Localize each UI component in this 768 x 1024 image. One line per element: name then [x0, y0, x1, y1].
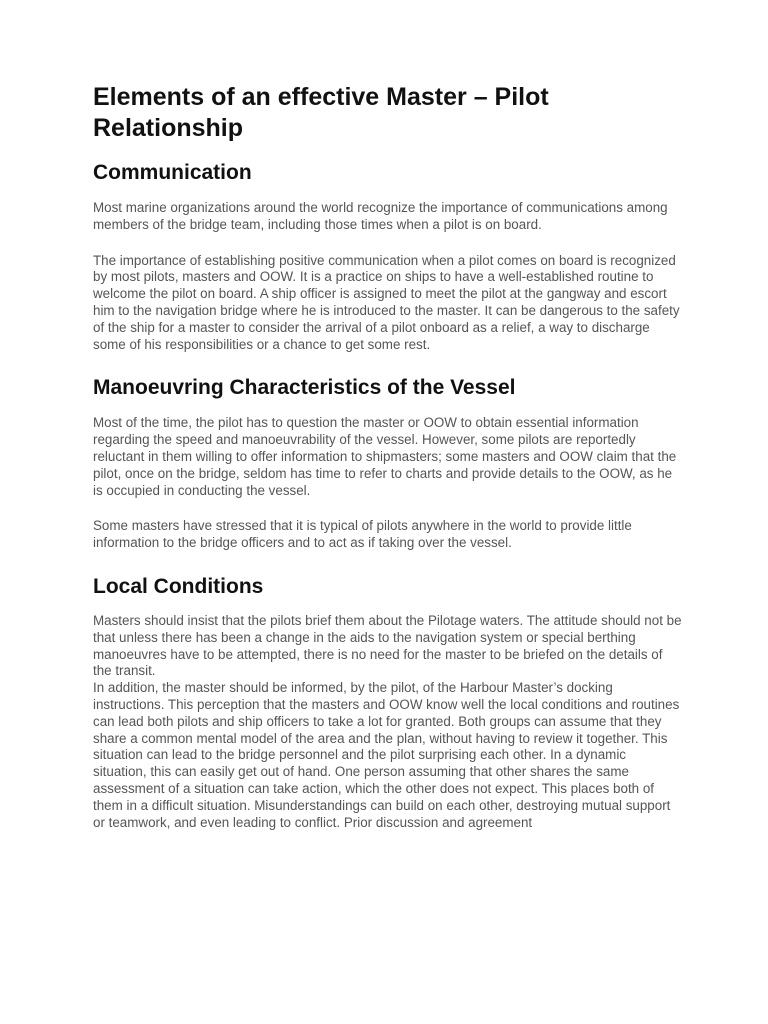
- paragraph: Masters should insist that the pilots brief them about the Pilotage waters. The attitude should not be that unless there has been a change in the aids to the navigation system or special berthing manoeuvres have to be attempted, there is no need for the master to be briefed on the details of the transit.: [93, 612, 682, 679]
- section-heading-communication: Communication: [93, 161, 252, 184]
- paragraph: Most marine organizations around the world recognize the importance of communications among members of the bridge team, including those times when a pilot is on board.: [93, 200, 668, 232]
- section-heading-local-conditions: Local Conditions: [93, 574, 264, 598]
- section-communication: [93, 160, 683, 353]
- paragraph: The importance of establishing positive communication when a pilot comes on board is recognized by most pilots, masters and OOW. It is a practice on ships to have a well-established routine to welcome the pilot on board. A ship officer is assigned to meet the pilot at the gangway and escort him to the navigation bridge where he is introduced to the master. It can be dangerous to the safety of the ship for a master to consider the arrival of a pilot onboard as a relief, a way to discharge some of his responsibilities or a chance to get some rest.: [93, 252, 680, 352]
- document-title: Elements of an effective Master – Pilot Relationship: [93, 83, 549, 142]
- paragraph: In addition, the master should be informed, by the pilot, of the Harbour Master’s docking instructions. This perception that the masters and OOW know well the local conditions and routines can lead both pilots and ship officers to take a lot for granted. Both groups can assume that they share a common mental model of the area and the plan, without having to review it together. This situation can lead to the bridge personnel and the pilot surprising each other. In a dynamic situation, this can easily get out of hand. One person assuming that other shares the same assessment of a situation can take action, which the other does not expect. This places both of them in a difficult situation. Misunderstandings can build on each other, destroying mutual support or teamwork, and even leading to conflict. Prior discussion and agreement: [93, 680, 680, 830]
- section-heading-manoeuvring: Manoeuvring Characteristics of the Vessel: [93, 376, 516, 400]
- section-manoeuvring-characteristics: [93, 375, 683, 552]
- section-local-conditions: [93, 574, 683, 831]
- paragraph: Some masters have stressed that it is typical of pilots anywhere in the world to provide little information to the bridge officers and to act as if taking over the vessel.: [93, 518, 632, 551]
- document-page: [93, 82, 683, 853]
- paragraph: Most of the time, the pilot has to question the master or OOW to obtain essential information regarding the speed and manoeuvrability of the vessel. However, some pilots are reportedly reluctant in them willing to offer information to shipmasters; some masters and OOW claim that the pilot, once on the bridge, seldom has time to refer to charts and provide details to the OOW, as he is occupied in conducting the vessel.: [93, 415, 677, 498]
